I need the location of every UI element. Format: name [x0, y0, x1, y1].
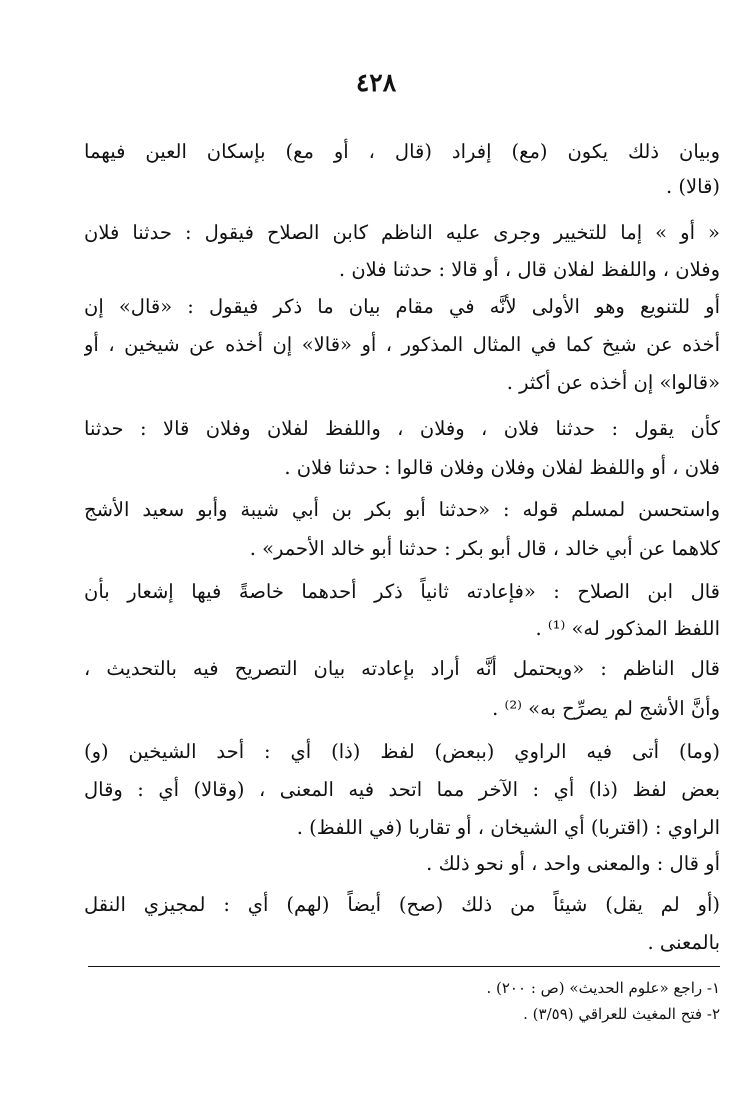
- text-line-21: بالمعنى .: [647, 931, 720, 954]
- text-line-9: فلان ، أو واللفظ لفلان وفلان وفلان قالوا : حدثنا فلان .: [284, 456, 720, 479]
- text-line-14: قال الناظم : «ويحتمل أنَّه أراد بإعادته بيان التصريح فيه بالتحديث ،: [84, 657, 720, 680]
- text-line-16: (وما) أتى فيه الراوي (ببعض) لفظ (ذا) أي : أحد الشيخين (و): [84, 740, 720, 763]
- text-line-6: أخذه عن شيخ كما في المثال المذكور ، أو «قالا» إن أخذه عن شيخين ، أو: [84, 333, 720, 356]
- text-line-3: « أو » إما للتخيير وجرى عليه الناظم كابن الصلاح فيقول : حدثنا فلان: [84, 221, 720, 244]
- text-line-10: واستحسن لمسلم قوله : «حدثنا أبو بكر بن أبي شيبة وأبو سعيد الأشج: [84, 498, 720, 521]
- text-line-17: بعض لفظ (ذا) أي : الآخر مما اتحد فيه المعنى ، (وقالا) أي : وقال: [84, 778, 720, 801]
- text-line-12: قال ابن الصلاح : «فإعادته ثانياً ذكر أحدهما خاصةً فيها إشعار بأن: [84, 580, 720, 603]
- text-line-7: «قالوا» إن أخذه عن أكثر .: [506, 371, 720, 394]
- text-line-8: كأن يقول : حدثنا فلان ، وفلان ، واللفظ لفلان وفلان قالا : حدثنا: [84, 417, 720, 440]
- text-line-2: (قالا) .: [666, 175, 720, 198]
- text-line-5: أو للتنويع وهو الأولى لأنَّه في مقام بيان ما ذكر فيقول : «قال» إن: [84, 295, 720, 318]
- text-line-13: اللفظ المذكور له» ⁽¹⁾ .: [535, 617, 720, 640]
- footnote-separator: [88, 966, 720, 967]
- page-number: ٤٢٨: [355, 68, 397, 97]
- text-line-11: كلاهما عن أبي خالد ، قال أبو بكر : حدثنا أبو خالد الأحمر» .: [249, 537, 720, 560]
- footnote-1: ١- راجع «علوم الحديث» (ص : ٢٠٠) .: [486, 979, 720, 997]
- text-line-20: (أو لم يقل) شيئاً من ذلك (صح) أيضاً (لهم) أي : لمجيزي النقل: [84, 893, 720, 916]
- text-line-4: وفلان ، واللفظ لفلان قال ، أو قالا : حدثنا فلان .: [338, 258, 720, 281]
- text-line-18: الراوي : (اقتربا) أي الشيخان ، أو تقاربا (في اللفظ) .: [296, 816, 720, 839]
- footnote-2: ٢- فتح المغيث للعراقي (٣/٥٩) .: [523, 1005, 720, 1023]
- text-line-19: أو قال : والمعنى واحد ، أو نحو ذلك .: [426, 852, 720, 875]
- text-line-1: وبيان ذلك يكون (مع) إفراد (قال ، أو مع) بإسكان العين فيهما: [84, 140, 720, 163]
- text-line-15: وأنَّ الأشج لم يصرِّح به» ⁽²⁾ .: [492, 697, 720, 720]
